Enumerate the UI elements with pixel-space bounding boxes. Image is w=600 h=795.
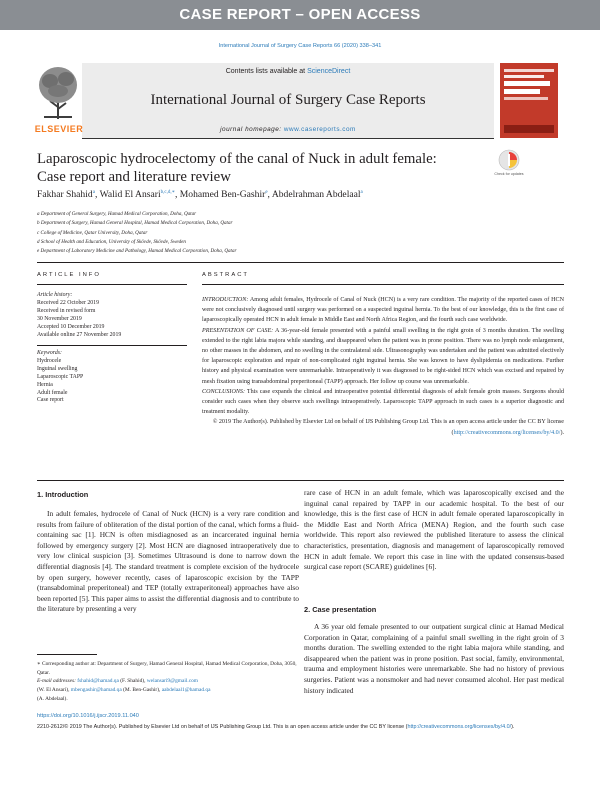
footnote-rule <box>37 654 97 655</box>
affiliation-divider <box>37 262 564 263</box>
elsevier-tree-logo <box>36 63 80 123</box>
license-link[interactable]: http://creativecommons.org/licenses/by/4.0/ <box>453 429 561 436</box>
affiliation-e: e Department of Laboratory Medicine and Pathology, Hamad Medical Corporation, Doha, Qatar <box>37 248 237 255</box>
crossmark-label: Check for updates <box>494 172 524 176</box>
journal-cover-thumbnail[interactable] <box>500 63 558 138</box>
email-owner: (W. El Ansari), <box>37 687 70 694</box>
sciencedirect-link[interactable]: ScienceDirect <box>307 68 351 75</box>
author-sup: a <box>360 190 363 195</box>
keyword-item: Hernia <box>37 381 53 388</box>
copyright-text: 2210-2612/© 2019 The Author(s). Published by Elsevier Ltd on behalf of IJS Publishing Group Ltd. This is an open access article under the CC BY license ( <box>37 724 408 730</box>
affiliation-c: c College of Medicine, Qatar University, Doha, Qatar <box>37 229 148 236</box>
affiliation-a: a Department of General Surgery, Hamad Medical Corporation, Doha, Qatar <box>37 211 197 217</box>
author-name: Mohamed Ben-Gashir <box>179 189 266 201</box>
affiliations <box>37 210 237 256</box>
abstract-end-rule <box>37 480 564 481</box>
email-owner: (M. Ben-Gashir), <box>121 687 161 694</box>
case-report-banner: CASE REPORT – OPEN ACCESS <box>0 0 600 30</box>
keyword-item: Adult female <box>37 389 68 396</box>
footnotes <box>37 660 299 704</box>
abstract-body <box>202 295 564 438</box>
email-owner: (F. Shahid), <box>118 678 146 685</box>
keyword-item: Laparoscopic TAPP <box>37 373 84 380</box>
history-item: Accepted 10 December 2019 <box>37 323 105 330</box>
email-link[interactable]: aabdelaal1@hamad.qa <box>161 687 211 694</box>
author-name: Abdelrahman Abdelaal <box>271 189 361 201</box>
elsevier-wordmark: ELSEVIER <box>34 124 84 134</box>
abstract-intro-label: INTRODUCTION: <box>202 297 249 303</box>
abstract-concl-text: This case expands the clinical and intraoperative potential differential diagnosis of adult female groin masses. Surgeons should consider such cases when they observe such swellings intraoperatively. Laparoscopic TAPP approach in such cases is a superior diagnostic and treatment modality. <box>202 388 564 416</box>
article-title <box>37 150 477 186</box>
keywords-label: Keywords: <box>37 350 62 356</box>
crossmark-icon[interactable] <box>496 149 522 179</box>
author-3[interactable] <box>180 189 268 200</box>
contents-line <box>82 68 494 75</box>
article-title-line-2: Case report and literature review <box>37 169 231 185</box>
author-sup: b,c,d,∗ <box>160 190 175 195</box>
email-line-1 <box>37 677 299 686</box>
author-sup: e <box>265 190 268 195</box>
case-presentation-heading: 2. Case presentation <box>304 605 377 614</box>
copyright-notice <box>37 723 567 732</box>
email-line-2 <box>37 686 299 695</box>
introduction-text-col2: rare case of HCN in an adult female, which was laparoscopically excised and the inguinal canal repaired by TAPP in our academic hospital. To the best of our knowledge, this is the first case of HCN in adult female operated laparoscopically in the Middle East and North Africa (MENA) Region, and the fourth such case worldwide. This report also reviewed the published literature to assess the clinical characteristics, presentation, diagnosis and management of laparoscopically removed HCN in adult female. We report this case in line with the updated consensus-based surgical case report (SCARE) guidelines [6]. <box>304 488 564 572</box>
abstract-conclusions <box>202 387 564 418</box>
introduction-heading: 1. Introduction <box>37 490 89 499</box>
keyword-item: Case report <box>37 397 64 404</box>
affiliation-d: d School of Health and Education, University of Skövde, Skövde, Sweden <box>37 238 186 245</box>
abstract-case-text: A 36-year-old female presented with a painful small swelling in the right groin of 3 months duration. The swelling extended to the right labia majora while standing, and disappeared when the patient was in prone position. There was no lymph node enlargement, no other masses in the abdomen, and no swelling in the contralateral side. Ultrasonography was undertaken and the patient was admitted electively for laparoscopic exploration and repair of non-complicated right inguinal hernia. She was known to have dyslipidemia on medications. Further history and physical examination were unremarkable. Intraoperatively it was diagnosed to be right-sided HCN which was excised and repaired by mesh fixation using transabdominal preperitoneal (TAPP) approach. Her follow up course was unremarkable. <box>202 327 564 385</box>
article-info-heading: ARTICLE INFO <box>37 272 101 278</box>
abstract-intro-text: Among adult females, Hydrocele of Canal of Nuck (HCN) is a very rare condition. The majority of the reported cases of HCN were not conclusively diagnosed until surgery was performed on a suspected inguinal hernia. To the best of our knowledge, this is the first case of laparoscopically operated HCN in adult female in Middle East and North Africa Region, and the fourth such case worldwide. <box>202 297 564 324</box>
journal-homepage <box>82 126 494 133</box>
author-1[interactable] <box>37 189 95 200</box>
keywords <box>37 350 187 405</box>
abstract-heading: ABSTRACT <box>202 272 249 278</box>
email-label: E-mail addresses: <box>37 678 76 685</box>
history-item: 30 November 2019 <box>37 315 82 322</box>
article-history <box>37 292 187 339</box>
author-name: Walid El Ansari <box>99 189 161 201</box>
abstract-case-label: PRESENTATION OF CASE: <box>202 327 274 334</box>
history-item: Received in revised form <box>37 307 96 314</box>
license-end: ). <box>560 429 564 436</box>
journal-title: International Journal of Surgery Case Reports <box>150 92 426 108</box>
case-presentation-text: A 36 year old female presented to our outpatient surgical clinic at Hamad Medical Corporation in Qatar, complaining of a painful small swelling in the right groin of 3 months duration. The swelling extended to the right labia majora while standing, and disappeared when the patient was in prone position. Past social, family, environmental, trauma and employment histories were unremarkable. She had no history of previous surgeries. Patient was a nonsmoker and had never consumed alcohol. Her past medical history indicated <box>304 622 564 695</box>
homepage-prefix: journal homepage: <box>220 126 282 133</box>
author-4[interactable] <box>272 189 363 200</box>
abstract-introduction <box>202 295 564 326</box>
abstract-case <box>202 326 564 387</box>
email-line-3: (A. Abdelaal). <box>37 695 68 702</box>
article-info-rule <box>37 284 187 285</box>
homepage-link[interactable]: www.casereports.com <box>283 126 356 133</box>
email-link[interactable]: mbengashir@hamad.qa <box>70 687 122 694</box>
contents-prefix: Contents lists available at <box>225 68 306 75</box>
email-link[interactable]: welansari9@gmail.com <box>146 678 199 685</box>
email-link[interactable]: fshahid@hamad.qa <box>77 678 119 685</box>
history-label: Article history: <box>37 292 73 298</box>
history-item: Available online 27 November 2019 <box>37 331 122 338</box>
abstract-concl-label: CONCLUSIONS: <box>202 388 246 395</box>
article-title-line-1: Laparoscopic hydrocelectomy of the canal of Nuck in adult female: <box>37 151 437 167</box>
author-sup: a <box>92 190 95 195</box>
copyright-license-link[interactable]: http://creativecommons.org/licenses/by/4.0/ <box>407 724 512 730</box>
license-text: © 2019 The Author(s). Published by Elsevier Ltd on behalf of IJS Publishing Group Ltd. This is an open access article under the CC BY license ( <box>212 419 564 436</box>
introduction-text-col1: In adult females, hydrocele of Canal of Nuck (HCN) is a very rare condition and results from failure of obliteration of the distal portion of the canal, which forms a fluid-containing sac [1]. HCN is often misdiagnosed as an incarcerated inguinal hernia followed by emergency surgery [2]. Most HCN are diagnosed intraoperatively due to very low clinical suspicion [3]. Sometimes Ultrasound is done to narrow down the differential diagnosis [4]. The standard treatment is complete excision of the hydrocele by open surgery, however recently, cases of laparoscopic excision by the TAPP (transabdominal preperitoneal) and TEP (totally extraperitoneal) approaches have also been reported [5]. This paper aims to assist the differential diagnosis and to contribute to the literature by presenting a very <box>37 509 299 614</box>
abstract-rule <box>202 284 564 285</box>
author-2[interactable] <box>100 189 175 200</box>
doi-link[interactable]: https://doi.org/10.1016/j.ijscr.2019.11.040 <box>37 713 139 719</box>
journal-citation[interactable]: International Journal of Surgery Case Reports 66 (2020) 338–341 <box>218 43 382 49</box>
affiliation-b: b Department of Surgery, Hamad General Hospital, Hamad Medical Corporation, Doha, Qatar <box>37 220 233 227</box>
author-list: Fakhar Shahid$^a$, Walid El Ansari$^{b,c,d,∗}$, Mohamed Ben-Gashir$^e$, Abdelrahman Abdelaal$^a$ <box>37 189 363 201</box>
author-name: Fakhar Shahid <box>37 189 93 201</box>
keyword-item: Inguinal swelling <box>37 365 78 372</box>
history-item: Received 22 October 2019 <box>37 299 99 306</box>
keywords-rule <box>37 345 187 346</box>
copyright-end: ). <box>511 724 515 730</box>
abstract-license <box>202 417 564 437</box>
corresponding-author-note: ∗ Corresponding author at: Department of Surgery, Hamad General Hospital, Hamad Medical Corporation, Doha, 3050, Qatar. <box>37 661 297 676</box>
keyword-item: Hydrocele <box>37 357 62 364</box>
